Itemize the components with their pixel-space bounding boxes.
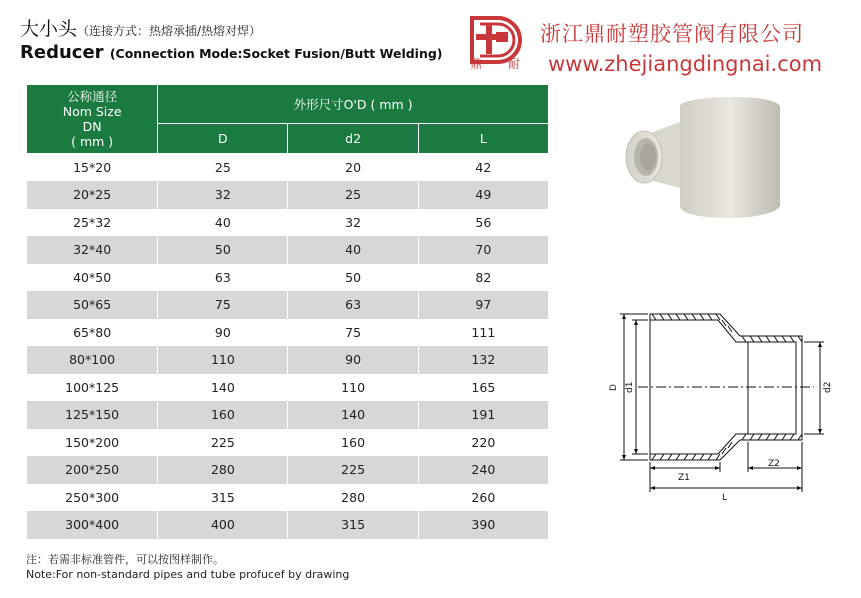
- subtitle-cn-text: （连接方式：热熔承插/热熔对焊）: [77, 24, 262, 38]
- nom-header-line: DN: [82, 119, 102, 134]
- cell-nom-size: 40*50: [27, 264, 158, 292]
- cell-d: 63: [158, 264, 288, 292]
- reducer-photo-image: [622, 88, 822, 238]
- cell-d2: 110: [288, 374, 418, 402]
- cell-nom-size: 32*40: [27, 236, 158, 264]
- cell-l: 132: [418, 346, 548, 374]
- reducer-technical-drawing: [608, 296, 838, 506]
- cell-nom-size: 200*250: [27, 456, 158, 484]
- company-website: www.zhejiangdingnai.com: [548, 52, 823, 76]
- cell-d2: 25: [288, 181, 418, 209]
- cell-d2: 225: [288, 456, 418, 484]
- cell-d2: 40: [288, 236, 418, 264]
- company-name: 浙江鼎耐塑胶管阀有限公司: [540, 22, 804, 46]
- title-cn-text: 大小头: [20, 18, 78, 40]
- cell-d: 25: [158, 154, 288, 182]
- table-row: [27, 456, 549, 484]
- cell-l: 390: [418, 511, 548, 539]
- dim-label-z1: Z1: [678, 473, 690, 483]
- nom-header-line: ( mm ): [71, 134, 114, 149]
- cell-d: 32: [158, 181, 288, 209]
- cell-l: 97: [418, 291, 548, 319]
- nom-header-line: Nom Size: [62, 104, 122, 119]
- column-header-l: L: [418, 124, 548, 154]
- cell-nom-size: 20*25: [27, 181, 158, 209]
- title-en-text: Reducer: [20, 42, 104, 63]
- footnote: [26, 552, 349, 582]
- table-row: [27, 181, 549, 209]
- table-row: [27, 209, 549, 237]
- cell-l: 240: [418, 456, 548, 484]
- page-title-en: [20, 42, 443, 63]
- cell-d2: 90: [288, 346, 418, 374]
- cell-d: 225: [158, 429, 288, 457]
- table-row: [27, 401, 549, 429]
- cell-nom-size: 25*32: [27, 209, 158, 237]
- logo-char-left: 鼎: [470, 57, 483, 71]
- cell-l: 220: [418, 429, 548, 457]
- cell-l: 56: [418, 209, 548, 237]
- note-en: Note:For non-standard pipes and tube profucef by drawing: [26, 568, 350, 581]
- cell-nom-size: 65*80: [27, 319, 158, 347]
- cell-d: 280: [158, 456, 288, 484]
- table-row: [27, 264, 549, 292]
- cell-d2: 63: [288, 291, 418, 319]
- column-header-d2: d2: [288, 124, 418, 154]
- column-header-d: D: [158, 124, 288, 154]
- cell-d: 90: [158, 319, 288, 347]
- cell-d2: 75: [288, 319, 418, 347]
- dim-label-d: D: [609, 384, 619, 391]
- cell-l: 260: [418, 484, 548, 512]
- cell-l: 42: [418, 154, 548, 182]
- cell-nom-size: 150*200: [27, 429, 158, 457]
- cell-d: 160: [158, 401, 288, 429]
- table-row: [27, 319, 549, 347]
- note-cn: 注：若需非标准管件，可以按图样制作。: [26, 553, 224, 566]
- cell-d: 315: [158, 484, 288, 512]
- table-row: [27, 511, 549, 539]
- table-row: [27, 346, 549, 374]
- spec-table: [26, 84, 549, 539]
- cell-nom-size: 50*65: [27, 291, 158, 319]
- cell-d: 140: [158, 374, 288, 402]
- cell-nom-size: 300*400: [27, 511, 158, 539]
- cell-d2: 140: [288, 401, 418, 429]
- table-row: [27, 484, 549, 512]
- cell-nom-size: 125*150: [27, 401, 158, 429]
- cell-l: 111: [418, 319, 548, 347]
- table-row: [27, 374, 549, 402]
- cell-d2: 315: [288, 511, 418, 539]
- cell-l: 82: [418, 264, 548, 292]
- subtitle-en-text: (Connection Mode:Socket Fusion/Butt Welding): [109, 46, 443, 61]
- cell-d2: 32: [288, 209, 418, 237]
- cell-d: 75: [158, 291, 288, 319]
- cell-l: 70: [418, 236, 548, 264]
- table-row: [27, 291, 549, 319]
- nom-size-header: [27, 85, 158, 154]
- dim-label-d1: d1: [625, 381, 635, 393]
- cell-d2: 280: [288, 484, 418, 512]
- cell-l: 165: [418, 374, 548, 402]
- cell-nom-size: 100*125: [27, 374, 158, 402]
- page-title-cn: [20, 14, 261, 41]
- outer-dimension-header: 外形尺寸O'D ( mm ): [158, 85, 549, 124]
- cell-d: 50: [158, 236, 288, 264]
- cell-nom-size: 250*300: [27, 484, 158, 512]
- cell-d: 400: [158, 511, 288, 539]
- dim-label-d2: d2: [823, 381, 833, 393]
- cell-l: 49: [418, 181, 548, 209]
- logo-char-right: 耐: [508, 57, 521, 71]
- cell-l: 191: [418, 401, 548, 429]
- cell-d: 110: [158, 346, 288, 374]
- cell-d2: 20: [288, 154, 418, 182]
- cell-d2: 50: [288, 264, 418, 292]
- spec-table-body: [27, 154, 549, 539]
- cell-nom-size: 15*20: [27, 154, 158, 182]
- cell-d2: 160: [288, 429, 418, 457]
- table-row: [27, 236, 549, 264]
- cell-nom-size: 80*100: [27, 346, 158, 374]
- table-row: [27, 429, 549, 457]
- cell-d: 40: [158, 209, 288, 237]
- dim-label-z2: Z2: [768, 459, 780, 469]
- table-row: [27, 154, 549, 182]
- nom-header-line: 公称通径: [67, 89, 118, 104]
- dim-label-l: L: [722, 493, 728, 503]
